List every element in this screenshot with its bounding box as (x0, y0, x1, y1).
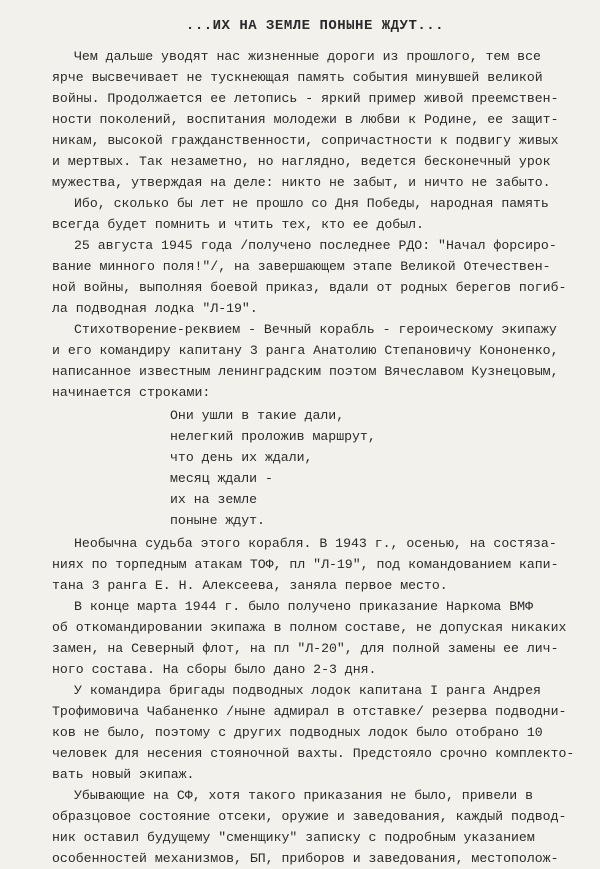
text-line: вание минного поля!"/, на завершающем этапе Великой Отечествен- (52, 259, 551, 274)
text-line: Необычна судьба этого корабля. В 1943 г., осенью, на состяза- (74, 536, 557, 551)
text-line: вать новый экипаж. (52, 767, 195, 782)
text-line: замен, на Северный флот, на пл "Л-20", для полной замены ее лич- (52, 641, 559, 656)
poem-line: поныне ждут. (170, 513, 265, 528)
paragraph (52, 193, 578, 235)
poem-line: месяц ждали - (170, 471, 273, 486)
poem-line: Они ушли в такие дали, (170, 408, 345, 423)
text-line: 25 августа 1945 года /получено последнее РДО: "Начал форсиро- (74, 238, 557, 253)
text-line: начинается строками: (52, 385, 211, 400)
text-line: Трофимовича Чабаненко /ныне адмирал в отставке/ резерва подводни- (52, 704, 567, 719)
text-line: ла подводная лодка "Л-19". (52, 301, 258, 316)
paragraph (52, 235, 578, 319)
text-block-top (52, 46, 578, 403)
paragraph (52, 46, 578, 193)
text-line: мужества, утверждая на деле: никто не забыт, и ничто не забыто. (52, 175, 551, 190)
page-title: ...ИХ НА ЗЕМЛЕ ПОНЫНЕ ЖДУТ... (185, 18, 445, 34)
text-line: всегда будет помнить и чтить тех, кто ее добыл. (52, 217, 424, 232)
text-line: Стихотворение-реквием - Вечный корабль - героическому экипажу (74, 322, 557, 337)
text-line: ниях по торпедным атакам ТОФ, пл "Л-19", под командованием капи- (52, 557, 559, 572)
text-line: написанное известным ленинградским поэтом Вячеславом Кузнецовым, (52, 364, 559, 379)
text-line: и мертвых. Так незаметно, но наглядно, ведется бесконечный урок (52, 154, 551, 169)
text-line: и его командиру капитану 3 ранга Анатолию Степановичу Кононенко, (52, 343, 559, 358)
poem-line: нелегкий проложив маршрут, (170, 429, 376, 444)
text-line: ности поколений, воспитания молодежи в любви к Родине, ее защит- (52, 112, 559, 127)
text-line: человек для несения стояночной вахты. Предстояло срочно комплекто- (52, 746, 575, 761)
paragraph (52, 680, 578, 785)
text-block-bottom (52, 533, 578, 869)
paragraph (52, 596, 578, 680)
text-line: ного состава. На сборы было дано 2-3 дня. (52, 662, 377, 677)
text-line: У командира бригады подводных лодок капитана I ранга Андрея (74, 683, 541, 698)
text-line: ков не было, поэтому с других подводных лодок было отобрано 10 (52, 725, 543, 740)
text-line: особенностей механизмов, БП, приборов и заведования, местополож- (52, 851, 559, 866)
text-line: ник оставил будущему "сменщику" записку с подробным указанием (52, 830, 535, 845)
text-line: Ибо, сколько бы лет не прошло со Дня Победы, народная память (74, 196, 549, 211)
text-line: образцовое состояние отсеки, оружие и заведования, каждый подвод- (52, 809, 567, 824)
text-line: Убывающие на СФ, хотя такого приказания не было, привели в (74, 788, 533, 803)
text-line: ной войны, выполняя боевой приказ, вдали от родных берегов погиб- (52, 280, 567, 295)
poem-line: их на земле (170, 492, 258, 507)
paragraph (52, 533, 578, 596)
paragraph (52, 319, 578, 403)
poem-line: что день их ждали, (170, 450, 313, 465)
text-line: войны. Продолжается ее летопись - яркий пример живой преемствен- (52, 91, 559, 106)
text-line: ярче высвечивает не тускнеющая память события минувшей великой (52, 70, 543, 85)
text-line: тана 3 ранга Е. Н. Алексеева, заняла первое место. (52, 578, 448, 593)
text-line: никам, высокой гражданственности, сопричастности к подвигу живых (52, 133, 559, 148)
text-line: Чем дальше уводят нас жизненные дороги из прошлого, тем все (74, 49, 541, 64)
text-line: об откомандировании экипажа в полном составе, не допуская никаких (52, 620, 567, 635)
text-line: В конце марта 1944 г. было получено приказание Наркома ВМФ (74, 599, 533, 614)
paragraph (52, 785, 578, 869)
poem-block (170, 405, 578, 531)
